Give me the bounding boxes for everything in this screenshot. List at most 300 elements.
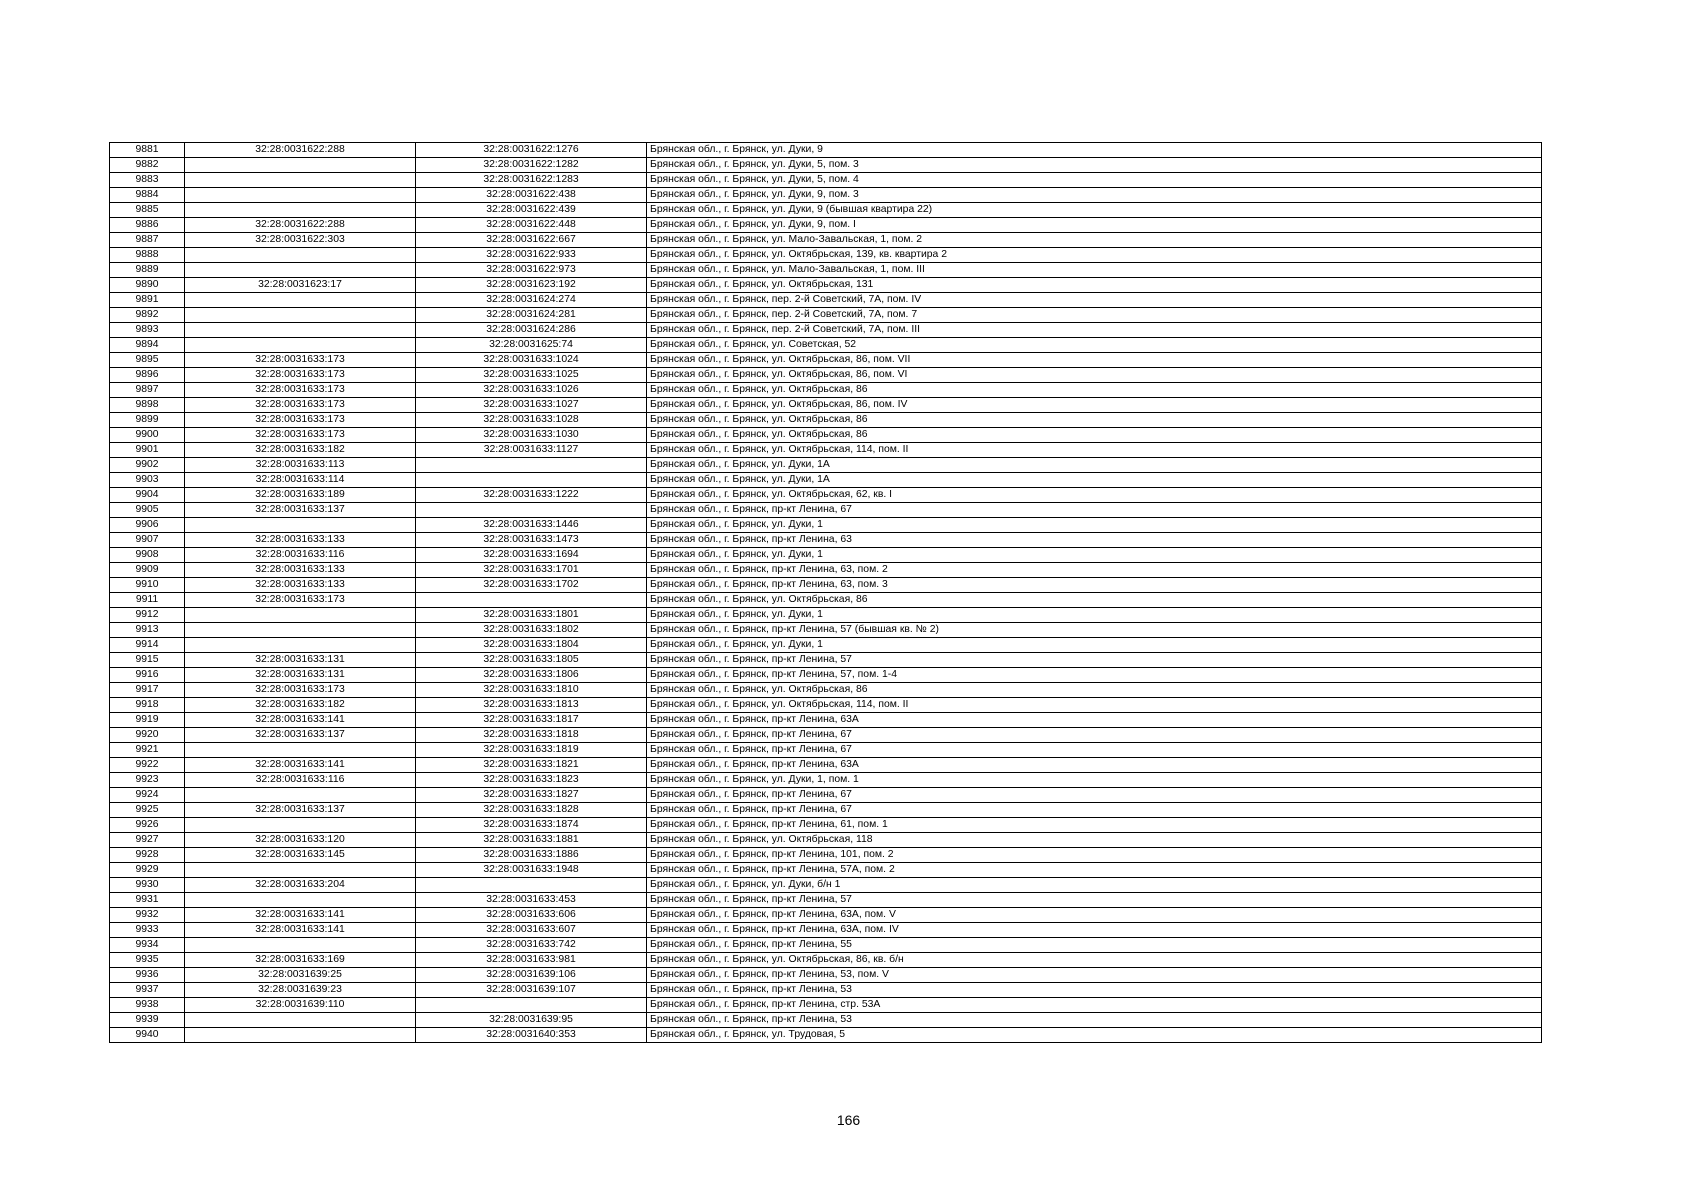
- table-row: [110, 668, 1542, 683]
- address-cell: Брянская обл., г. Брянск, ул. Дуки, 1А: [647, 473, 1542, 488]
- table-row: [110, 518, 1542, 533]
- cadastral-number-cell: 32:28:0031624:286: [416, 323, 647, 338]
- row-number-cell: 9910: [110, 578, 185, 593]
- table-row: [110, 233, 1542, 248]
- table-row: [110, 383, 1542, 398]
- address-cell: Брянская обл., г. Брянск, пр-кт Ленина, 53: [647, 1013, 1542, 1028]
- cadastral-number-cell: 32:28:0031633:742: [416, 938, 647, 953]
- row-number-cell: 9916: [110, 668, 185, 683]
- row-number-cell: 9931: [110, 893, 185, 908]
- cadastral-number-cell: 32:28:0031633:606: [416, 908, 647, 923]
- row-number-cell: 9902: [110, 458, 185, 473]
- cadastral-number-cell: 32:28:0031640:353: [416, 1028, 647, 1043]
- cadastral-number-cell: 32:28:0031633:1813: [416, 698, 647, 713]
- cadastral-number-cell: [416, 473, 647, 488]
- table-row: [110, 1028, 1542, 1043]
- cadastral-number-cell: [416, 503, 647, 518]
- address-cell: Брянская обл., г. Брянск, пр-кт Ленина, 67: [647, 728, 1542, 743]
- table-row: [110, 398, 1542, 413]
- cadastral-number-cell: 32:28:0031633:1473: [416, 533, 647, 548]
- address-cell: Брянская обл., г. Брянск, пр-кт Ленина, 63А: [647, 758, 1542, 773]
- address-cell: Брянская обл., г. Брянск, ул. Октябрьская, 86: [647, 383, 1542, 398]
- table-row: [110, 173, 1542, 188]
- table-row: [110, 203, 1542, 218]
- cadastral-number-cell: 32:28:0031633:1805: [416, 653, 647, 668]
- parent-cadastral-number-cell: 32:28:0031633:173: [185, 353, 416, 368]
- address-cell: Брянская обл., г. Брянск, ул. Дуки, 9, пом. 3: [647, 188, 1542, 203]
- parent-cadastral-number-cell: 32:28:0031633:116: [185, 773, 416, 788]
- parent-cadastral-number-cell: [185, 248, 416, 263]
- parent-cadastral-number-cell: 32:28:0031639:110: [185, 998, 416, 1013]
- row-number-cell: 9920: [110, 728, 185, 743]
- table-row: [110, 308, 1542, 323]
- parent-cadastral-number-cell: [185, 293, 416, 308]
- parent-cadastral-number-cell: 32:28:0031633:131: [185, 668, 416, 683]
- parent-cadastral-number-cell: 32:28:0031633:204: [185, 878, 416, 893]
- row-number-cell: 9937: [110, 983, 185, 998]
- parent-cadastral-number-cell: [185, 173, 416, 188]
- parent-cadastral-number-cell: [185, 263, 416, 278]
- cadastral-number-cell: 32:28:0031633:1948: [416, 863, 647, 878]
- table-row: [110, 788, 1542, 803]
- address-cell: Брянская обл., г. Брянск, пр-кт Ленина, 63А, пом. V: [647, 908, 1542, 923]
- table-row: [110, 878, 1542, 893]
- table-row: [110, 263, 1542, 278]
- parent-cadastral-number-cell: 32:28:0031622:288: [185, 218, 416, 233]
- address-cell: Брянская обл., г. Брянск, ул. Октябрьская, 86: [647, 683, 1542, 698]
- row-number-cell: 9921: [110, 743, 185, 758]
- cadastral-number-cell: 32:28:0031633:1028: [416, 413, 647, 428]
- row-number-cell: 9936: [110, 968, 185, 983]
- parent-cadastral-number-cell: [185, 338, 416, 353]
- parent-cadastral-number-cell: [185, 323, 416, 338]
- row-number-cell: 9932: [110, 908, 185, 923]
- parent-cadastral-number-cell: 32:28:0031633:120: [185, 833, 416, 848]
- row-number-cell: 9934: [110, 938, 185, 953]
- cadastral-number-cell: [416, 998, 647, 1013]
- parent-cadastral-number-cell: 32:28:0031633:116: [185, 548, 416, 563]
- address-cell: Брянская обл., г. Брянск, ул. Октябрьская, 86, кв. б/н: [647, 953, 1542, 968]
- row-number-cell: 9905: [110, 503, 185, 518]
- table-row: [110, 533, 1542, 548]
- table-row: [110, 188, 1542, 203]
- parent-cadastral-number-cell: [185, 188, 416, 203]
- parent-cadastral-number-cell: 32:28:0031633:173: [185, 383, 416, 398]
- table-row: [110, 1013, 1542, 1028]
- parent-cadastral-number-cell: [185, 938, 416, 953]
- row-number-cell: 9882: [110, 158, 185, 173]
- cadastral-number-cell: 32:28:0031633:1817: [416, 713, 647, 728]
- parent-cadastral-number-cell: 32:28:0031622:303: [185, 233, 416, 248]
- parent-cadastral-number-cell: 32:28:0031633:137: [185, 728, 416, 743]
- parent-cadastral-number-cell: [185, 818, 416, 833]
- row-number-cell: 9911: [110, 593, 185, 608]
- row-number-cell: 9894: [110, 338, 185, 353]
- row-number-cell: 9891: [110, 293, 185, 308]
- address-cell: Брянская обл., г. Брянск, ул. Дуки, 1А: [647, 458, 1542, 473]
- row-number-cell: 9922: [110, 758, 185, 773]
- parent-cadastral-number-cell: 32:28:0031633:189: [185, 488, 416, 503]
- cadastral-number-cell: 32:28:0031633:1694: [416, 548, 647, 563]
- cadastral-number-cell: 32:28:0031633:1027: [416, 398, 647, 413]
- row-number-cell: 9940: [110, 1028, 185, 1043]
- table-row: [110, 593, 1542, 608]
- table-row: [110, 413, 1542, 428]
- address-cell: Брянская обл., г. Брянск, пер. 2-й Советский, 7А, пом. III: [647, 323, 1542, 338]
- table-row: [110, 353, 1542, 368]
- table-row: [110, 638, 1542, 653]
- address-cell: Брянская обл., г. Брянск, ул. Дуки, б/н 1: [647, 878, 1542, 893]
- table-row: [110, 293, 1542, 308]
- cadastral-number-cell: 32:28:0031622:438: [416, 188, 647, 203]
- address-cell: Брянская обл., г. Брянск, ул. Октябрьская, 118: [647, 833, 1542, 848]
- row-number-cell: 9908: [110, 548, 185, 563]
- cadastral-number-cell: 32:28:0031624:274: [416, 293, 647, 308]
- parent-cadastral-number-cell: [185, 893, 416, 908]
- row-number-cell: 9907: [110, 533, 185, 548]
- row-number-cell: 9914: [110, 638, 185, 653]
- row-number-cell: 9898: [110, 398, 185, 413]
- parent-cadastral-number-cell: [185, 518, 416, 533]
- address-cell: Брянская обл., г. Брянск, пр-кт Ленина, 67: [647, 503, 1542, 518]
- cadastral-number-cell: 32:28:0031633:1030: [416, 428, 647, 443]
- cadastral-number-cell: [416, 593, 647, 608]
- table-row: [110, 818, 1542, 833]
- cadastral-number-cell: 32:28:0031633:1827: [416, 788, 647, 803]
- address-cell: Брянская обл., г. Брянск, пр-кт Ленина, 63А: [647, 713, 1542, 728]
- page-number: 166: [836, 1112, 861, 1128]
- address-cell: Брянская обл., г. Брянск, пр-кт Ленина, 63А, пом. IV: [647, 923, 1542, 938]
- row-number-cell: 9889: [110, 263, 185, 278]
- parent-cadastral-number-cell: 32:28:0031633:169: [185, 953, 416, 968]
- row-number-cell: 9927: [110, 833, 185, 848]
- cadastral-number-cell: [416, 878, 647, 893]
- table-row: [110, 653, 1542, 668]
- cadastral-number-cell: 32:28:0031622:1282: [416, 158, 647, 173]
- row-number-cell: 9938: [110, 998, 185, 1013]
- row-number-cell: 9919: [110, 713, 185, 728]
- row-number-cell: 9926: [110, 818, 185, 833]
- cadastral-number-cell: 32:28:0031622:667: [416, 233, 647, 248]
- row-number-cell: 9939: [110, 1013, 185, 1028]
- row-number-cell: 9888: [110, 248, 185, 263]
- cadastral-number-cell: 32:28:0031639:106: [416, 968, 647, 983]
- parent-cadastral-number-cell: 32:28:0031633:137: [185, 503, 416, 518]
- row-number-cell: 9924: [110, 788, 185, 803]
- cadastral-number-cell: 32:28:0031633:1804: [416, 638, 647, 653]
- cadastral-number-cell: 32:28:0031622:439: [416, 203, 647, 218]
- table-row: [110, 278, 1542, 293]
- row-number-cell: 9899: [110, 413, 185, 428]
- address-cell: Брянская обл., г. Брянск, ул. Октябрьская, 62, кв. I: [647, 488, 1542, 503]
- address-cell: Брянская обл., г. Брянск, ул. Октябрьская, 114, пом. II: [647, 443, 1542, 458]
- row-number-cell: 9893: [110, 323, 185, 338]
- row-number-cell: 9906: [110, 518, 185, 533]
- row-number-cell: 9881: [110, 143, 185, 158]
- cadastral-number-cell: 32:28:0031633:1819: [416, 743, 647, 758]
- table-row: [110, 758, 1542, 773]
- cadastral-number-cell: 32:28:0031633:1701: [416, 563, 647, 578]
- cadastral-number-cell: 32:28:0031633:1881: [416, 833, 647, 848]
- row-number-cell: 9886: [110, 218, 185, 233]
- row-number-cell: 9915: [110, 653, 185, 668]
- cadastral-number-cell: 32:28:0031633:453: [416, 893, 647, 908]
- table-row: [110, 908, 1542, 923]
- row-number-cell: 9895: [110, 353, 185, 368]
- cadastral-number-cell: 32:28:0031622:933: [416, 248, 647, 263]
- address-cell: Брянская обл., г. Брянск, ул. Дуки, 1: [647, 608, 1542, 623]
- address-cell: Брянская обл., г. Брянск, пр-кт Ленина, 53, пом. V: [647, 968, 1542, 983]
- row-number-cell: 9890: [110, 278, 185, 293]
- cadastral-number-cell: 32:28:0031633:1802: [416, 623, 647, 638]
- parent-cadastral-number-cell: 32:28:0031622:288: [185, 143, 416, 158]
- cadastral-number-cell: 32:28:0031633:1886: [416, 848, 647, 863]
- row-number-cell: 9904: [110, 488, 185, 503]
- cadastral-number-cell: 32:28:0031623:192: [416, 278, 647, 293]
- address-cell: Брянская обл., г. Брянск, ул. Дуки, 9 (бывшая квартира 22): [647, 203, 1542, 218]
- address-cell: Брянская обл., г. Брянск, пр-кт Ленина, 55: [647, 938, 1542, 953]
- address-cell: Брянская обл., г. Брянск, ул. Советская, 52: [647, 338, 1542, 353]
- table-row: [110, 728, 1542, 743]
- address-cell: Брянская обл., г. Брянск, ул. Октябрьская, 86: [647, 428, 1542, 443]
- address-cell: Брянская обл., г. Брянск, ул. Дуки, 5, пом. 4: [647, 173, 1542, 188]
- row-number-cell: 9885: [110, 203, 185, 218]
- table-row: [110, 953, 1542, 968]
- parent-cadastral-number-cell: 32:28:0031633:173: [185, 413, 416, 428]
- address-cell: Брянская обл., г. Брянск, пр-кт Ленина, 63: [647, 533, 1542, 548]
- parent-cadastral-number-cell: 32:28:0031633:114: [185, 473, 416, 488]
- cadastral-number-cell: 32:28:0031625:74: [416, 338, 647, 353]
- cadastral-number-cell: 32:28:0031633:1127: [416, 443, 647, 458]
- cadastral-number-cell: 32:28:0031633:1222: [416, 488, 647, 503]
- address-cell: Брянская обл., г. Брянск, ул. Дуки, 1: [647, 548, 1542, 563]
- row-number-cell: 9918: [110, 698, 185, 713]
- cadastral-number-cell: 32:28:0031633:1818: [416, 728, 647, 743]
- address-cell: Брянская обл., г. Брянск, пер. 2-й Советский, 7А, пом. 7: [647, 308, 1542, 323]
- table-row: [110, 713, 1542, 728]
- cadastral-number-cell: 32:28:0031639:95: [416, 1013, 647, 1028]
- row-number-cell: 9897: [110, 383, 185, 398]
- address-cell: Брянская обл., г. Брянск, ул. Мало-Завальская, 1, пом. 2: [647, 233, 1542, 248]
- parent-cadastral-number-cell: 32:28:0031633:173: [185, 683, 416, 698]
- parent-cadastral-number-cell: 32:28:0031633:141: [185, 758, 416, 773]
- cadastral-number-cell: 32:28:0031622:973: [416, 263, 647, 278]
- table-row: [110, 503, 1542, 518]
- parent-cadastral-number-cell: [185, 788, 416, 803]
- table-row: [110, 923, 1542, 938]
- address-cell: Брянская обл., г. Брянск, ул. Октябрьская, 131: [647, 278, 1542, 293]
- table-row: [110, 158, 1542, 173]
- address-cell: Брянская обл., г. Брянск, пр-кт Ленина, стр. 53А: [647, 998, 1542, 1013]
- row-number-cell: 9896: [110, 368, 185, 383]
- parent-cadastral-number-cell: 32:28:0031633:173: [185, 398, 416, 413]
- parent-cadastral-number-cell: [185, 863, 416, 878]
- table-row: [110, 803, 1542, 818]
- address-cell: Брянская обл., г. Брянск, ул. Октябрьская, 139, кв. квартира 2: [647, 248, 1542, 263]
- cadastral-number-cell: 32:28:0031622:448: [416, 218, 647, 233]
- address-cell: Брянская обл., г. Брянск, пр-кт Ленина, 67: [647, 803, 1542, 818]
- cadastral-number-cell: 32:28:0031633:1806: [416, 668, 647, 683]
- address-cell: Брянская обл., г. Брянск, пр-кт Ленина, 57: [647, 653, 1542, 668]
- cadastral-number-cell: 32:28:0031633:1026: [416, 383, 647, 398]
- parent-cadastral-number-cell: 32:28:0031633:113: [185, 458, 416, 473]
- parent-cadastral-number-cell: [185, 1013, 416, 1028]
- address-cell: Брянская обл., г. Брянск, ул. Октябрьская, 86, пом. VII: [647, 353, 1542, 368]
- table-row: [110, 833, 1542, 848]
- address-cell: Брянская обл., г. Брянск, пр-кт Ленина, 61, пом. 1: [647, 818, 1542, 833]
- row-number-cell: 9923: [110, 773, 185, 788]
- parent-cadastral-number-cell: [185, 308, 416, 323]
- address-cell: Брянская обл., г. Брянск, пр-кт Ленина, 53: [647, 983, 1542, 998]
- parent-cadastral-number-cell: 32:28:0031633:173: [185, 428, 416, 443]
- address-cell: Брянская обл., г. Брянск, ул. Дуки, 9: [647, 143, 1542, 158]
- address-cell: Брянская обл., г. Брянск, ул. Трудовая, 5: [647, 1028, 1542, 1043]
- cadastral-number-cell: 32:28:0031633:1874: [416, 818, 647, 833]
- address-cell: Брянская обл., г. Брянск, пр-кт Ленина, 57: [647, 893, 1542, 908]
- parent-cadastral-number-cell: 32:28:0031633:141: [185, 923, 416, 938]
- table-row: [110, 458, 1542, 473]
- parent-cadastral-number-cell: [185, 158, 416, 173]
- parent-cadastral-number-cell: [185, 743, 416, 758]
- parent-cadastral-number-cell: 32:28:0031633:133: [185, 578, 416, 593]
- cadastral-number-cell: 32:28:0031633:1823: [416, 773, 647, 788]
- parent-cadastral-number-cell: [185, 1028, 416, 1043]
- table-row: [110, 848, 1542, 863]
- table-row: [110, 488, 1542, 503]
- row-number-cell: 9913: [110, 623, 185, 638]
- row-number-cell: 9929: [110, 863, 185, 878]
- row-number-cell: 9884: [110, 188, 185, 203]
- cadastral-number-cell: 32:28:0031633:1821: [416, 758, 647, 773]
- table-row: [110, 473, 1542, 488]
- cadastral-number-cell: 32:28:0031633:981: [416, 953, 647, 968]
- table-row: [110, 428, 1542, 443]
- parent-cadastral-number-cell: 32:28:0031633:133: [185, 563, 416, 578]
- row-number-cell: 9933: [110, 923, 185, 938]
- cadastral-number-cell: [416, 458, 647, 473]
- row-number-cell: 9900: [110, 428, 185, 443]
- parent-cadastral-number-cell: 32:28:0031633:173: [185, 593, 416, 608]
- table-row: [110, 578, 1542, 593]
- parent-cadastral-number-cell: [185, 638, 416, 653]
- parent-cadastral-number-cell: 32:28:0031633:141: [185, 908, 416, 923]
- row-number-cell: 9912: [110, 608, 185, 623]
- table-row: [110, 998, 1542, 1013]
- table-row: [110, 683, 1542, 698]
- parent-cadastral-number-cell: 32:28:0031633:173: [185, 368, 416, 383]
- address-cell: Брянская обл., г. Брянск, ул. Дуки, 1, пом. 1: [647, 773, 1542, 788]
- table-row: [110, 338, 1542, 353]
- address-cell: Брянская обл., г. Брянск, ул. Мало-Завальская, 1, пом. III: [647, 263, 1542, 278]
- cadastral-number-cell: 32:28:0031624:281: [416, 308, 647, 323]
- parent-cadastral-number-cell: 32:28:0031633:131: [185, 653, 416, 668]
- cadastral-number-cell: 32:28:0031633:1810: [416, 683, 647, 698]
- row-number-cell: 9925: [110, 803, 185, 818]
- address-cell: Брянская обл., г. Брянск, пр-кт Ленина, 57А, пом. 2: [647, 863, 1542, 878]
- row-number-cell: 9887: [110, 233, 185, 248]
- address-cell: Брянская обл., г. Брянск, ул. Октябрьская, 86, пом. IV: [647, 398, 1542, 413]
- table-row: [110, 248, 1542, 263]
- row-number-cell: 9903: [110, 473, 185, 488]
- table-row: [110, 548, 1542, 563]
- table-row: [110, 983, 1542, 998]
- address-cell: Брянская обл., г. Брянск, пр-кт Ленина, 57 (бывшая кв. № 2): [647, 623, 1542, 638]
- table-row: [110, 623, 1542, 638]
- cadastral-number-cell: 32:28:0031622:1276: [416, 143, 647, 158]
- parent-cadastral-number-cell: 32:28:0031633:137: [185, 803, 416, 818]
- address-cell: Брянская обл., г. Брянск, ул. Дуки, 1: [647, 518, 1542, 533]
- address-cell: Брянская обл., г. Брянск, пер. 2-й Советский, 7А, пом. IV: [647, 293, 1542, 308]
- table-row: [110, 863, 1542, 878]
- row-number-cell: 9935: [110, 953, 185, 968]
- cadastral-number-cell: 32:28:0031633:1025: [416, 368, 647, 383]
- parent-cadastral-number-cell: 32:28:0031633:133: [185, 533, 416, 548]
- row-number-cell: 9930: [110, 878, 185, 893]
- table-row: [110, 743, 1542, 758]
- address-cell: Брянская обл., г. Брянск, ул. Октябрьская, 86: [647, 413, 1542, 428]
- table-row: [110, 368, 1542, 383]
- cadastral-number-cell: 32:28:0031633:1702: [416, 578, 647, 593]
- table-row: [110, 773, 1542, 788]
- cadastral-number-cell: 32:28:0031622:1283: [416, 173, 647, 188]
- parent-cadastral-number-cell: [185, 608, 416, 623]
- table-row: [110, 443, 1542, 458]
- table-row: [110, 893, 1542, 908]
- address-cell: Брянская обл., г. Брянск, ул. Дуки, 1: [647, 638, 1542, 653]
- cadastral-number-cell: 32:28:0031633:1446: [416, 518, 647, 533]
- address-cell: Брянская обл., г. Брянск, пр-кт Ленина, 63, пом. 2: [647, 563, 1542, 578]
- parent-cadastral-number-cell: 32:28:0031633:141: [185, 713, 416, 728]
- address-cell: Брянская обл., г. Брянск, ул. Октябрьская, 86, пом. VI: [647, 368, 1542, 383]
- registry-table-body: [110, 143, 1542, 1043]
- parent-cadastral-number-cell: 32:28:0031633:145: [185, 848, 416, 863]
- parent-cadastral-number-cell: [185, 203, 416, 218]
- row-number-cell: 9901: [110, 443, 185, 458]
- parent-cadastral-number-cell: 32:28:0031633:182: [185, 443, 416, 458]
- cadastral-number-cell: 32:28:0031633:607: [416, 923, 647, 938]
- address-cell: Брянская обл., г. Брянск, ул. Дуки, 5, пом. 3: [647, 158, 1542, 173]
- cadastral-number-cell: 32:28:0031639:107: [416, 983, 647, 998]
- address-cell: Брянская обл., г. Брянск, ул. Октябрьская, 114, пом. II: [647, 698, 1542, 713]
- row-number-cell: 9928: [110, 848, 185, 863]
- address-cell: Брянская обл., г. Брянск, ул. Октябрьская, 86: [647, 593, 1542, 608]
- table-row: [110, 608, 1542, 623]
- row-number-cell: 9909: [110, 563, 185, 578]
- table-row: [110, 968, 1542, 983]
- address-cell: Брянская обл., г. Брянск, пр-кт Ленина, 57, пом. 1-4: [647, 668, 1542, 683]
- table-row: [110, 323, 1542, 338]
- table-row: [110, 218, 1542, 233]
- registry-table: [109, 142, 1542, 1043]
- parent-cadastral-number-cell: 32:28:0031633:182: [185, 698, 416, 713]
- row-number-cell: 9892: [110, 308, 185, 323]
- parent-cadastral-number-cell: 32:28:0031639:23: [185, 983, 416, 998]
- address-cell: Брянская обл., г. Брянск, пр-кт Ленина, 67: [647, 743, 1542, 758]
- parent-cadastral-number-cell: [185, 623, 416, 638]
- table-row: [110, 563, 1542, 578]
- address-cell: Брянская обл., г. Брянск, ул. Дуки, 9, пом. I: [647, 218, 1542, 233]
- row-number-cell: 9917: [110, 683, 185, 698]
- parent-cadastral-number-cell: 32:28:0031639:25: [185, 968, 416, 983]
- address-cell: Брянская обл., г. Брянск, пр-кт Ленина, 63, пом. 3: [647, 578, 1542, 593]
- cadastral-number-cell: 32:28:0031633:1828: [416, 803, 647, 818]
- address-cell: Брянская обл., г. Брянск, пр-кт Ленина, 67: [647, 788, 1542, 803]
- cadastral-number-cell: 32:28:0031633:1024: [416, 353, 647, 368]
- table-row: [110, 698, 1542, 713]
- row-number-cell: 9883: [110, 173, 185, 188]
- table-row: [110, 938, 1542, 953]
- cadastral-number-cell: 32:28:0031633:1801: [416, 608, 647, 623]
